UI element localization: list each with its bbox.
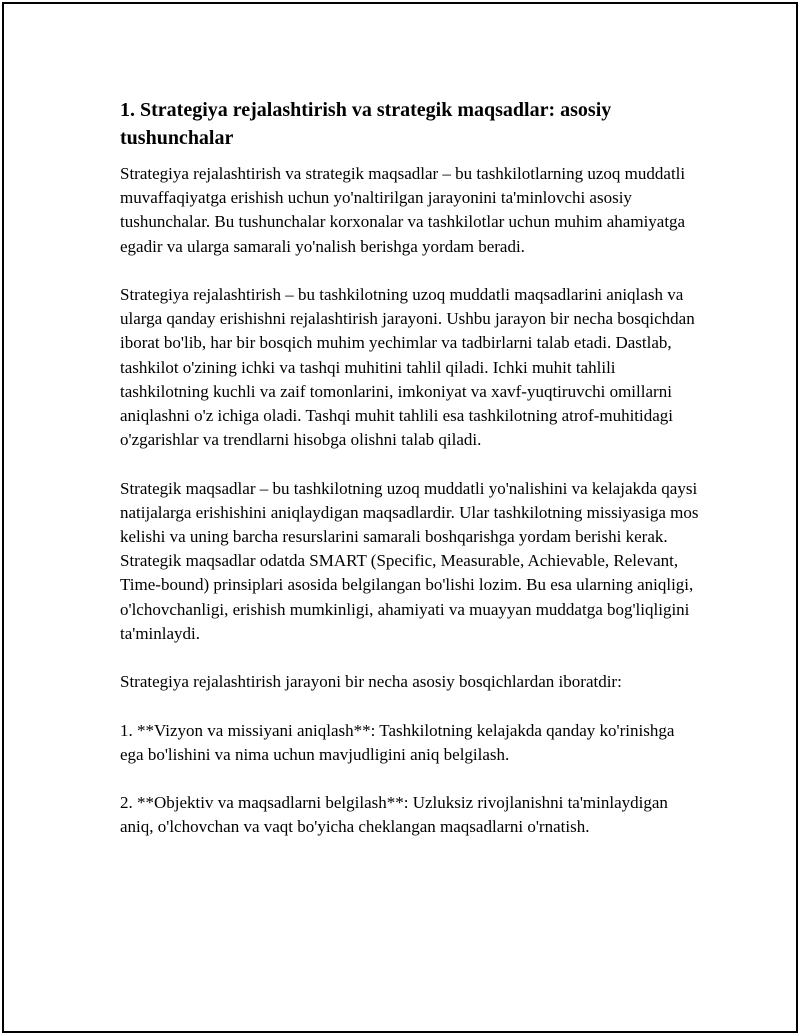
paragraph-intro: Strategiya rejalashtirish va strategik maqsadlar – bu tashkilotlarning uzoq muddatli muvaffaqiyatga erishish uchun yo'naltirilgan jarayonini ta'minlovchi asosiy tushunchalar. Bu tushunchalar korxonalar va tashkilotlar uchun muhim ahamiyatga egadir va ularga samarali yo'nalish berishga yordam beradi.: [120, 164, 686, 256]
paragraph-strategic-planning: Strategiya rejalashtirish – bu tashkilotning uzoq muddatli maqsadlarini aniqlash va ularga qanday erishishni rejalashtirish jarayoni. Ushbu jarayon bir necha bosqichdan iborat bo'lib, har bir bosqich muhim yechimlar va tadbirlarni talab etadi. Dastlab, tashkilot o'zining ichki va tashqi muhitini tahlil qiladi. Ichki muhit tahlili tashkilotning kuchli va zaif tomonlarini, imkoniyat va xavf-yuqtiruvchi omillarni aniqlashni o'z ichiga oladi. Tashqi muhit tahlili esa tashkilotning atrof-muhitidagi o'zgarishlar va trendlarni hisobga olishni talab qiladi.: [120, 285, 695, 450]
section-heading: 1. Strategiya rejalashtirish va strategik maqsadlar: asosiy tushunchalar: [120, 99, 612, 149]
paragraph-strategic-goals: Strategik maqsadlar – bu tashkilotning uzoq muddatli yo'nalishini va kelajakda qaysi natijalarga erishishini aniqlaydigan maqsadlardir. Ular tashkilotning missiyasiga mos kelishi va uning barcha resurslarini samarali boshqarishga yordam berishi kerak. Strategik maqsadlar odatda SMART (Specific, Measurable, Achievable, Relevant, Time-bound) prinsiplari asosida belgilangan bo'lishi lozim. Bu esa ularning aniqligi, o'lchovchanligi, erishish mumkinligi, ahamiyati va muayyan muddatga bog'liqligini ta'minlaydi.: [120, 478, 699, 643]
page-frame: [2, 2, 798, 1033]
paragraph-stages-intro: Strategiya rejalashtirish jarayoni bir necha asosiy bosqichlardan iboratdir:: [120, 672, 622, 692]
list-item-vision-mission: 1. **Vizyon va missiyani aniqlash**: Tashkilotning kelajakda qanday ko'rinishga ega bo'lishini va nima uchun mavjudligini aniq belgilash.: [120, 720, 675, 764]
document-body: [120, 96, 700, 840]
list-item-objectives: 2. **Objektiv va maqsadlarni belgilash**: Uzluksiz rivojlanishni ta'minlaydigan aniq, o'lchovchan va vaqt bo'yicha cheklangan maqsadlarni o'rnatish.: [120, 793, 668, 837]
